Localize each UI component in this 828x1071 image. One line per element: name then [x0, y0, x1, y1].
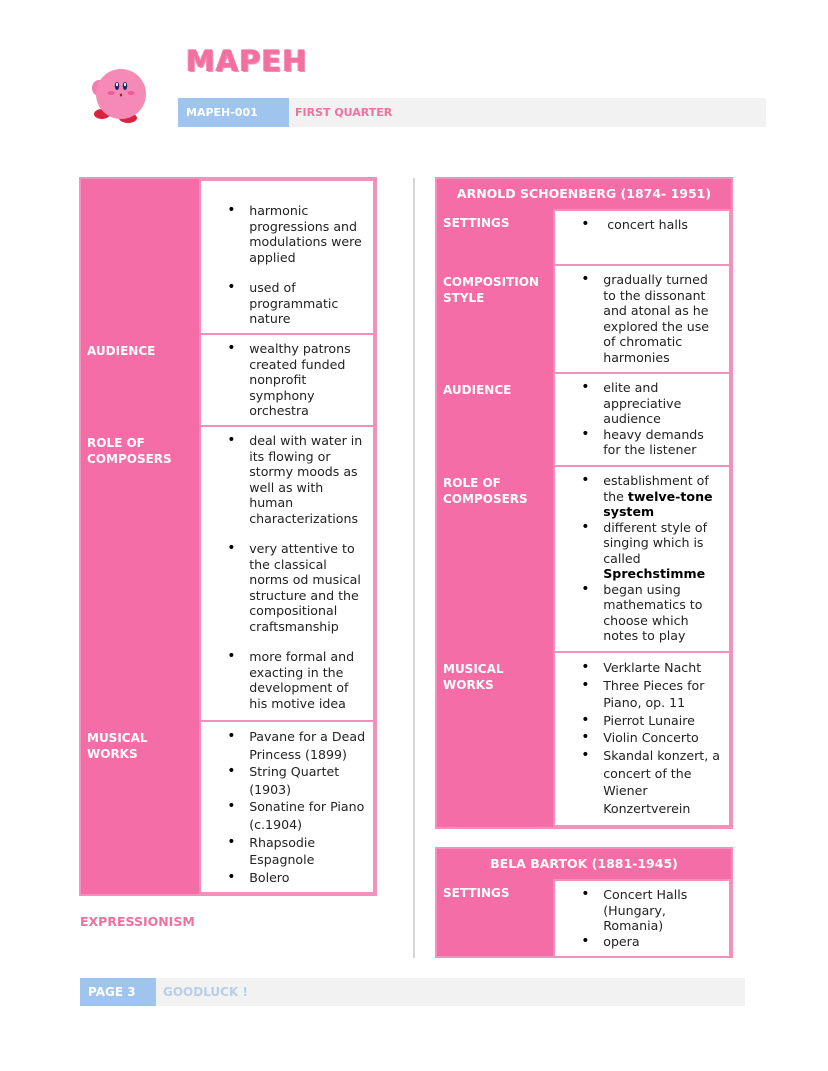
list-item: • wealthy patrons created funded nonprofit symphony orchestra [201, 341, 367, 419]
list-item: • establishment of the twelve-tone system [555, 473, 723, 520]
list-item: • String Quartet (1903) [201, 763, 367, 798]
table-row [81, 335, 375, 427]
row-content [199, 722, 375, 894]
kirby-mascot-icon [90, 66, 152, 126]
row-label: SETTINGS [443, 216, 510, 230]
table-row [437, 467, 731, 653]
table-row [437, 879, 731, 956]
footer-message: GOODLUCK ! [163, 985, 248, 999]
table-row [437, 209, 731, 266]
list-item: • very attentive to the classical norms od musical structure and the compositional craftsmanship [201, 541, 367, 634]
section-label-expressionism: EXPRESSIONISM [80, 914, 195, 929]
course-code: MAPEH-001 [178, 98, 289, 127]
table-row [437, 374, 731, 467]
table-row [437, 653, 731, 827]
list-item: • began using mathematics to choose which notes to play [555, 582, 723, 644]
header-bar [178, 98, 766, 127]
table-row [81, 722, 375, 894]
row-label [81, 179, 199, 335]
list-item: • more formal and exacting in the development of his motive idea [201, 649, 367, 711]
list-item: • used of programmatic nature [201, 280, 367, 327]
row-content [199, 427, 375, 722]
quarter-label: FIRST QUARTER [295, 106, 393, 119]
table-row [81, 427, 375, 722]
row-content [553, 467, 731, 653]
table-row [81, 179, 375, 335]
left-table [79, 177, 377, 896]
row-label: COMPOSITION STYLE [443, 275, 539, 305]
table-heading: ARNOLD SCHOENBERG (1874- 1951) [456, 186, 712, 201]
list-item: • opera [555, 934, 723, 950]
row-content [553, 209, 731, 266]
list-item: • deal with water in its flowing or stormy moods as well as with human characterizations [201, 433, 367, 526]
list-item: • Concert Halls (Hungary, Romania) [555, 887, 723, 934]
row-label: ROLE OF COMPOSERS [87, 436, 172, 466]
bold-term: twelve-tone system [603, 488, 713, 519]
list-item: • Bolero [201, 869, 367, 887]
list-item: • Violin Concerto [555, 729, 723, 747]
list-item: • Sonatine for Piano (c.1904) [201, 798, 367, 833]
bold-term: Sprechstimme [603, 566, 706, 581]
row-label: AUDIENCE [87, 344, 156, 358]
list-item: • Three Pieces for Piano, op. 11 [555, 677, 723, 712]
list-item: • Verklarte Nacht [555, 659, 723, 677]
list-item: • Pierrot Lunaire [555, 712, 723, 730]
row-label: MUSICAL WORKS [443, 662, 504, 692]
list-item: • Rhapsodie Espagnole [201, 834, 367, 869]
list-item: • concert halls [555, 217, 723, 233]
schoenberg-table [435, 177, 733, 829]
list-item: • Skandal konzert, a concert of the Wiener Konzertverein [555, 747, 723, 817]
footer-bar [80, 978, 745, 1006]
page-title: MAPEH [186, 44, 308, 78]
page-number: PAGE 3 [80, 978, 156, 1006]
row-label: MUSICAL WORKS [87, 731, 148, 761]
row-content [199, 335, 375, 427]
row-label: AUDIENCE [443, 383, 512, 397]
row-content [553, 879, 731, 956]
row-content [199, 179, 375, 335]
list-item: • heavy demands for the listener [555, 427, 723, 458]
column-divider [413, 178, 415, 958]
row-content [553, 653, 731, 827]
list-item: • gradually turned to the dissonant and atonal as he explored the use of chromatic harmonies [555, 272, 723, 365]
table-heading: BELA BARTOK (1881-1945) [490, 856, 678, 871]
list-item: • Pavane for a Dead Princess (1899) [201, 728, 367, 763]
row-content [553, 266, 731, 374]
row-label: SETTINGS [443, 886, 510, 900]
row-content [553, 374, 731, 467]
list-item: • different style of singing which is called Sprechstimme [555, 520, 723, 582]
list-item: • harmonic progressions and modulations were applied [201, 203, 367, 265]
table-row [437, 266, 731, 374]
bartok-table [435, 847, 733, 958]
list-item: • elite and appreciative audience [555, 380, 723, 427]
row-label: ROLE OF COMPOSERS [443, 476, 528, 506]
